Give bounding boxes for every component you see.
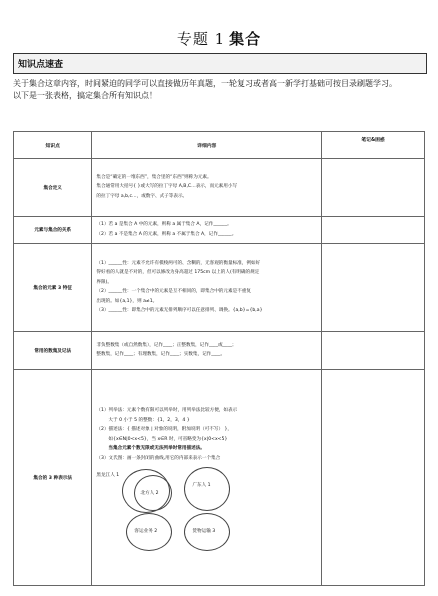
row-content [92,332,322,370]
content-line: （2）描述法：{ 描述对象 | 对象的说明，附加说明（可不写） }， [96,427,233,432]
section-label: 知识点速查 [18,60,64,70]
row-content [92,244,322,332]
table-header-row [14,132,425,159]
content-line: （2）______性：一个集合中的元素是互不相同的，即集合中的元素是不重复 [96,289,251,294]
content-line: 如{x∈N|0<x<5}，当 x∈R 时，可省略变为{x|0<x<5} [108,436,228,442]
venn-label: 黑龙江人 1 [96,473,120,478]
content-line: 大于 0 小于 5 的整数：{1，2，3，4 } [108,417,190,423]
knowledge-table [13,131,425,586]
intro-text [13,78,427,102]
header-detail: 详细内容 [92,132,322,159]
header-topic: 知识点 [14,132,92,159]
content-line: 得好看的人就是不对的，但可以修改为身高超过 175cm 以上的人(有明确的规定 [96,270,260,275]
row-label: 集合定义 [14,159,92,217]
intro-line-2: 以下是一张表格，搞定集合所有知识点！ [13,91,157,100]
venn-diagram [96,465,296,550]
content-line: 集合是“确定的一堆东西”，集合里的“东西”则称为元素。 [96,174,212,180]
row-content [92,217,322,244]
notes-cell[interactable] [322,370,425,586]
table-row [14,370,425,586]
content-line: （2）若 a 不是集合 A 的元素，则称 a 不属于集合 A，记作______。 [96,231,237,237]
content-line: 整数集，记作____；有理数集，记作____；实数集，记作____。 [96,352,226,357]
notes-cell[interactable] [322,332,425,370]
table-row [14,332,425,370]
content-line: （1）______性：元素不允许有模棱两可的、含糊的，无客观的衡量标准，例如好 [96,260,261,266]
content-line: （1）若 a 是集合 A 中的元素，则称 a 属于集合 A，记作______。 [96,222,232,227]
section-header [13,53,427,74]
content-line: （3）文氏图：画一条封闭的曲线,用它的内部来表示一个集合 [96,455,221,461]
table-row [14,159,425,217]
content-line: （1）列举法：元素个数有限可以列举时，用列举法比较方便，如表示 [96,408,238,413]
venn-label: 货物运输 3 [192,529,216,534]
intro-line-1: 关于集合这章内容，时间紧迫的同学可以直接做历年真题，一轮复习或者高一新学打基础可按目录刷题学习。 [13,79,397,88]
notes-cell[interactable] [322,159,425,217]
row-label: 集合的 3 种表示法 [14,370,92,586]
content-line: 的拉丁字母 a,b,c…，或数字、式子等表示。 [96,193,188,199]
page-title: 专题 1 集合 [176,30,262,48]
row-label: 常用的数集及记法 [14,332,92,370]
content-line: 当集合元素个数无限或无法列举时常用描述法。 [108,446,205,451]
row-label: 元素与集合的关系 [14,217,92,244]
table-row [14,217,425,244]
row-label: 集合的元素 3 特征 [14,244,92,332]
notes-cell[interactable] [322,244,425,332]
venn-label: 北方人 2 [140,491,159,496]
content-line: 界限)。 [96,279,112,285]
content-line: （3）______性：即集合中的元素无排列顺序可以任意排列、调换。{a,b}={b,a} [96,308,263,313]
venn-label: 客运业务 2 [134,529,158,534]
content-line: 集合通常用大括号{ }或大写的拉丁字母 A,B,C…表示，而元素用小写 [96,184,238,190]
row-content [92,159,322,217]
content-line: 出现的。如{a,1}，则 a≠1。 [96,298,158,304]
venn-label: 广东人 1 [192,483,211,488]
row-content [92,370,322,586]
notes-cell[interactable] [322,217,425,244]
header-notes: 笔记&困惑 [322,132,425,159]
table-row [14,244,425,332]
content-line: 非负整数集（或自然数集），记作____；正整数集，记作____或____； [96,342,237,348]
